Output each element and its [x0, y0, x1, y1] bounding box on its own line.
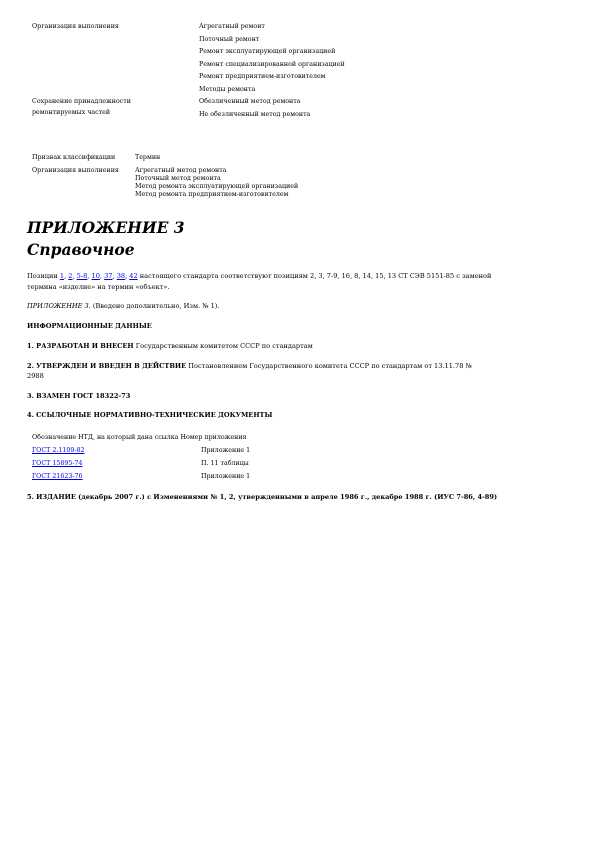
t1-value: Агрегатный ремонт: [199, 23, 265, 30]
t1-values-organization: [199, 23, 345, 98]
ref-appx: Приложение 1: [201, 447, 251, 454]
t1-value: Методы ремонта: [199, 85, 256, 93]
position-link-5-8[interactable]: 5-8: [76, 272, 88, 280]
appendix-title: ПРИЛОЖЕНИЕ 3: [27, 218, 185, 237]
t2-value: Агрегатный метод ремонта: [135, 167, 227, 174]
para1-line2: термина «изделие» на термин «объект».: [27, 283, 170, 291]
info-heading: ИНФОРМАЦИОННЫЕ ДАННЫЕ: [27, 322, 152, 330]
item1-rest: Государственным комитетом СССР по стандартам: [135, 342, 313, 350]
t1-value: Ремонт предприятием-изготовителем: [199, 73, 326, 80]
position-link-10[interactable]: 10: [91, 272, 100, 280]
ref-doc-link[interactable]: ГОСТ 2.1109-82: [32, 447, 85, 454]
info-item-1: [27, 342, 313, 350]
t2-value: Метод ремонта эксплуатирующей организацией: [135, 183, 299, 190]
t1-values-preservation: [199, 98, 310, 123]
t2-value: Метод ремонта предприятием-изготовителем: [135, 191, 289, 198]
t2-value: Поточный метод ремонта: [135, 175, 221, 182]
info-item-3: 3. ВЗАМЕН ГОСТ 18322-73: [27, 392, 131, 400]
ref-table-header: Обозначение НТД, на который дана ссылка Номер приложения: [32, 434, 247, 441]
item1-bold: 1. РАЗРАБОТАН И ВНЕСЕН: [27, 342, 134, 350]
position-link-38[interactable]: 38: [116, 272, 126, 280]
para1-suffix: настоящего стандарта соответствуют позициям 2, 3, 7-9, 16, 8, 14, 15, 13 СТ СЭВ 5151-85 с заменой: [139, 272, 492, 280]
amendment-note: [27, 302, 219, 310]
t1-label-line: Сохранение принадлежности: [32, 98, 131, 105]
t2-header-col2: Термин: [135, 154, 161, 161]
correspondence-paragraph: Позиции 1, 2, 5-8, 10, 37, 38, 42 настоящего стандарта соответствуют позициям 2, 3, 7-9, 16, 8, 14, 15, 13 СТ СЭВ 5151-85 с заменой термина «изделие» на термин «объект».: [27, 272, 572, 291]
t1-label-preservation: [32, 98, 131, 116]
position-link-2[interactable]: 2: [68, 272, 73, 280]
amendment-note-rest: (Введено дополнительно, Изм. № 1).: [92, 302, 220, 310]
item2-rest: Постановлением Государственного комитета СССР по стандартам от 13.11.78 №: [188, 362, 472, 370]
ref-appx: П. 11 таблицы: [201, 460, 249, 467]
amendment-note-italic: ПРИЛОЖЕНИЕ 3.: [27, 302, 91, 310]
info-item-5: 5. ИЗДАНИЕ (декабрь 2007 г.) с Изменениями № 1, 2, утвержденными в апреле 1986 г., декабре 1988 г. (ИУС 7-86, 4-89): [27, 493, 498, 501]
info-item-2: [27, 362, 472, 380]
t2-values: [135, 167, 298, 199]
ref-doc-link[interactable]: ГОСТ 15895-74: [32, 460, 83, 467]
para1-prefix: Позиции: [27, 272, 58, 280]
position-link-1[interactable]: 1: [59, 272, 65, 280]
t2-label: Организация выполнения: [32, 167, 119, 174]
position-link-37[interactable]: 37: [104, 272, 113, 280]
t1-value: Поточный ремонт: [199, 35, 260, 43]
t1-value: Обезличенный метод ремонта: [199, 98, 301, 105]
t1-value: Ремонт эксплуатирующей организацией: [199, 48, 336, 55]
t1-value: Ремонт специализированной организацией: [199, 60, 345, 68]
ref-appx: Приложение 1: [201, 473, 251, 480]
t1-value: Не обезличенный метод ремонта: [199, 110, 311, 118]
item2-line2: 2988: [27, 372, 44, 380]
t1-label-line: ремонтируемых частей: [32, 109, 111, 116]
ref-doc-link[interactable]: ГОСТ 21623-76: [32, 473, 83, 480]
appendix-subtitle: Справочное: [27, 240, 135, 259]
item2-bold: 2. УТВЕРЖДЕН И ВВЕДЕН В ДЕЙСТВИЕ: [27, 362, 187, 370]
info-item-4: 4. ССЫЛОЧНЫЕ НОРМАТИВНО-ТЕХНИЧЕСКИЕ ДОКУМЕНТЫ: [27, 411, 273, 419]
t2-header-col1: Признак классификации: [32, 154, 116, 161]
position-link-42[interactable]: 42: [129, 272, 138, 280]
t1-label-organization: Организация выполнения: [32, 23, 119, 30]
